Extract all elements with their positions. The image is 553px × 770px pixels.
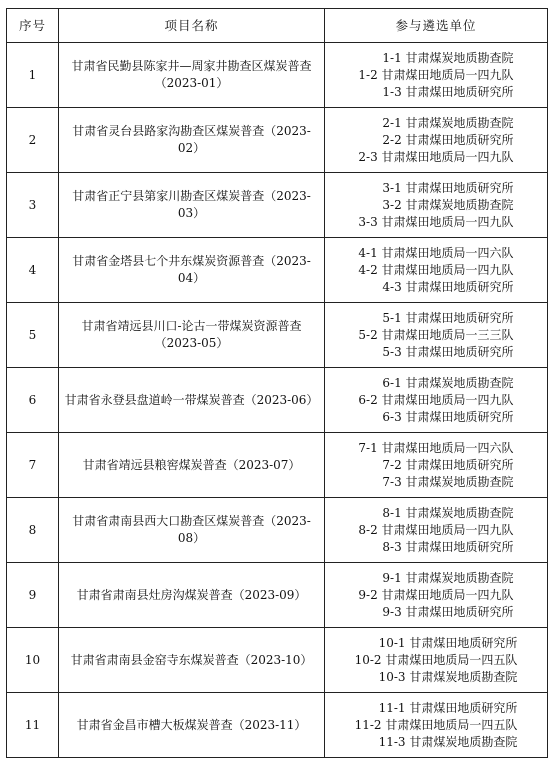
unit-item: 6-1 甘肃煤炭地质勘查院	[382, 375, 514, 390]
unit-item: 2-2 甘肃煤田地质研究所	[382, 132, 514, 147]
project-name: 甘肃省肃南县灶房沟煤炭普查（2023-09）	[59, 563, 325, 628]
project-name: 甘肃省肃南县金窑寺东煤炭普查（2023-10）	[59, 628, 325, 693]
unit-item: 3-2 甘肃煤炭地质勘查院	[382, 197, 514, 212]
row-number: 11	[7, 693, 59, 758]
unit-item: 5-1 甘肃煤田地质研究所	[382, 310, 514, 325]
unit-item: 5-3 甘肃煤田地质研究所	[382, 344, 514, 359]
unit-item: 11-2 甘肃煤田地质局一四五队	[354, 717, 518, 732]
unit-item: 11-1 甘肃煤田地质研究所	[378, 700, 518, 715]
unit-item: 4-3 甘肃煤田地质研究所	[382, 279, 514, 294]
unit-item: 5-2 甘肃煤田地质局一三三队	[358, 327, 514, 342]
row-number: 5	[7, 303, 59, 368]
unit-list-cell	[325, 368, 548, 433]
unit-item: 1-1 甘肃煤炭地质勘查院	[382, 50, 514, 65]
table-row	[7, 238, 548, 303]
unit-item: 7-1 甘肃煤田地质局一四六队	[358, 440, 514, 455]
header-row	[7, 9, 548, 43]
unit-list-cell	[325, 498, 548, 563]
unit-list	[358, 440, 513, 491]
project-name: 甘肃省金塔县七个井东煤炭资源普查（2023-04）	[59, 238, 325, 303]
project-name: 甘肃省灵台县路家沟勘查区煤炭普查（2023-02）	[59, 108, 325, 173]
unit-item: 1-3 甘肃煤田地质研究所	[382, 84, 514, 99]
unit-list	[358, 570, 513, 621]
project-table	[6, 8, 548, 758]
table-row	[7, 303, 548, 368]
unit-item: 1-2 甘肃煤田地质局一四九队	[358, 67, 514, 82]
unit-item: 10-3 甘肃煤炭地质勘查院	[378, 669, 518, 684]
unit-list	[358, 375, 513, 426]
unit-item: 11-3 甘肃煤炭地质勘查院	[378, 734, 518, 749]
row-number: 3	[7, 173, 59, 238]
project-name: 甘肃省金昌市槽大板煤炭普查（2023-11）	[59, 693, 325, 758]
project-name: 甘肃省民勤县陈家井—周家井勘查区煤炭普查（2023-01）	[59, 43, 325, 108]
header-no: 序号	[7, 9, 59, 43]
unit-item: 10-1 甘肃煤田地质研究所	[378, 635, 518, 650]
row-number: 9	[7, 563, 59, 628]
unit-item: 9-2 甘肃煤田地质局一四九队	[358, 587, 514, 602]
unit-item: 8-3 甘肃煤田地质研究所	[382, 539, 514, 554]
table-body	[7, 43, 548, 758]
unit-list	[358, 50, 513, 101]
unit-list	[358, 180, 513, 231]
unit-item: 4-1 甘肃煤田地质局一四六队	[358, 245, 514, 260]
header-name: 项目名称	[59, 9, 325, 43]
unit-list	[358, 245, 513, 296]
row-number: 2	[7, 108, 59, 173]
unit-item: 3-3 甘肃煤田地质局一四九队	[358, 214, 514, 229]
unit-item: 6-3 甘肃煤田地质研究所	[382, 409, 514, 424]
unit-list	[358, 310, 513, 361]
table-row	[7, 498, 548, 563]
table-row	[7, 173, 548, 238]
unit-item: 6-2 甘肃煤田地质局一四九队	[358, 392, 514, 407]
row-number: 10	[7, 628, 59, 693]
unit-list-cell	[325, 173, 548, 238]
table-header	[7, 9, 548, 43]
unit-list-cell	[325, 628, 548, 693]
table-row	[7, 108, 548, 173]
project-name: 甘肃省永登县盘道岭一带煤炭普查（2023-06）	[59, 368, 325, 433]
unit-item: 8-1 甘肃煤炭地质勘查院	[382, 505, 514, 520]
unit-item: 7-2 甘肃煤田地质研究所	[382, 457, 514, 472]
project-name: 甘肃省靖远县粮窖煤炭普查（2023-07）	[59, 433, 325, 498]
table-row	[7, 433, 548, 498]
unit-list	[358, 505, 513, 556]
table-row	[7, 368, 548, 433]
table-row	[7, 43, 548, 108]
unit-item: 8-2 甘肃煤田地质局一四九队	[358, 522, 514, 537]
unit-item: 2-1 甘肃煤炭地质勘查院	[382, 115, 514, 130]
unit-item: 9-3 甘肃煤田地质研究所	[382, 604, 514, 619]
unit-item: 9-1 甘肃煤炭地质勘查院	[382, 570, 514, 585]
unit-item: 3-1 甘肃煤田地质研究所	[382, 180, 514, 195]
row-number: 6	[7, 368, 59, 433]
unit-item: 4-2 甘肃煤田地质局一四九队	[358, 262, 514, 277]
row-number: 1	[7, 43, 59, 108]
unit-list-cell	[325, 108, 548, 173]
row-number: 7	[7, 433, 59, 498]
header-units: 参与遴选单位	[325, 9, 548, 43]
unit-item: 2-3 甘肃煤田地质局一四九队	[358, 149, 514, 164]
project-name: 甘肃省正宁县第家川勘查区煤炭普查（2023-03）	[59, 173, 325, 238]
unit-item: 7-3 甘肃煤炭地质勘查院	[382, 474, 514, 489]
unit-item: 10-2 甘肃煤田地质局一四五队	[354, 652, 518, 667]
unit-list-cell	[325, 563, 548, 628]
table-row	[7, 693, 548, 758]
table-row	[7, 628, 548, 693]
row-number: 8	[7, 498, 59, 563]
unit-list	[355, 635, 518, 686]
unit-list	[355, 700, 518, 751]
unit-list	[358, 115, 513, 166]
unit-list-cell	[325, 43, 548, 108]
unit-list-cell	[325, 433, 548, 498]
project-name: 甘肃省肃南县西大口勘查区煤炭普查（2023-08）	[59, 498, 325, 563]
unit-list-cell	[325, 238, 548, 303]
row-number: 4	[7, 238, 59, 303]
unit-list-cell	[325, 693, 548, 758]
unit-list-cell	[325, 303, 548, 368]
table-row	[7, 563, 548, 628]
project-name: 甘肃省靖远县川口-论古一带煤炭资源普查（2023-05）	[59, 303, 325, 368]
